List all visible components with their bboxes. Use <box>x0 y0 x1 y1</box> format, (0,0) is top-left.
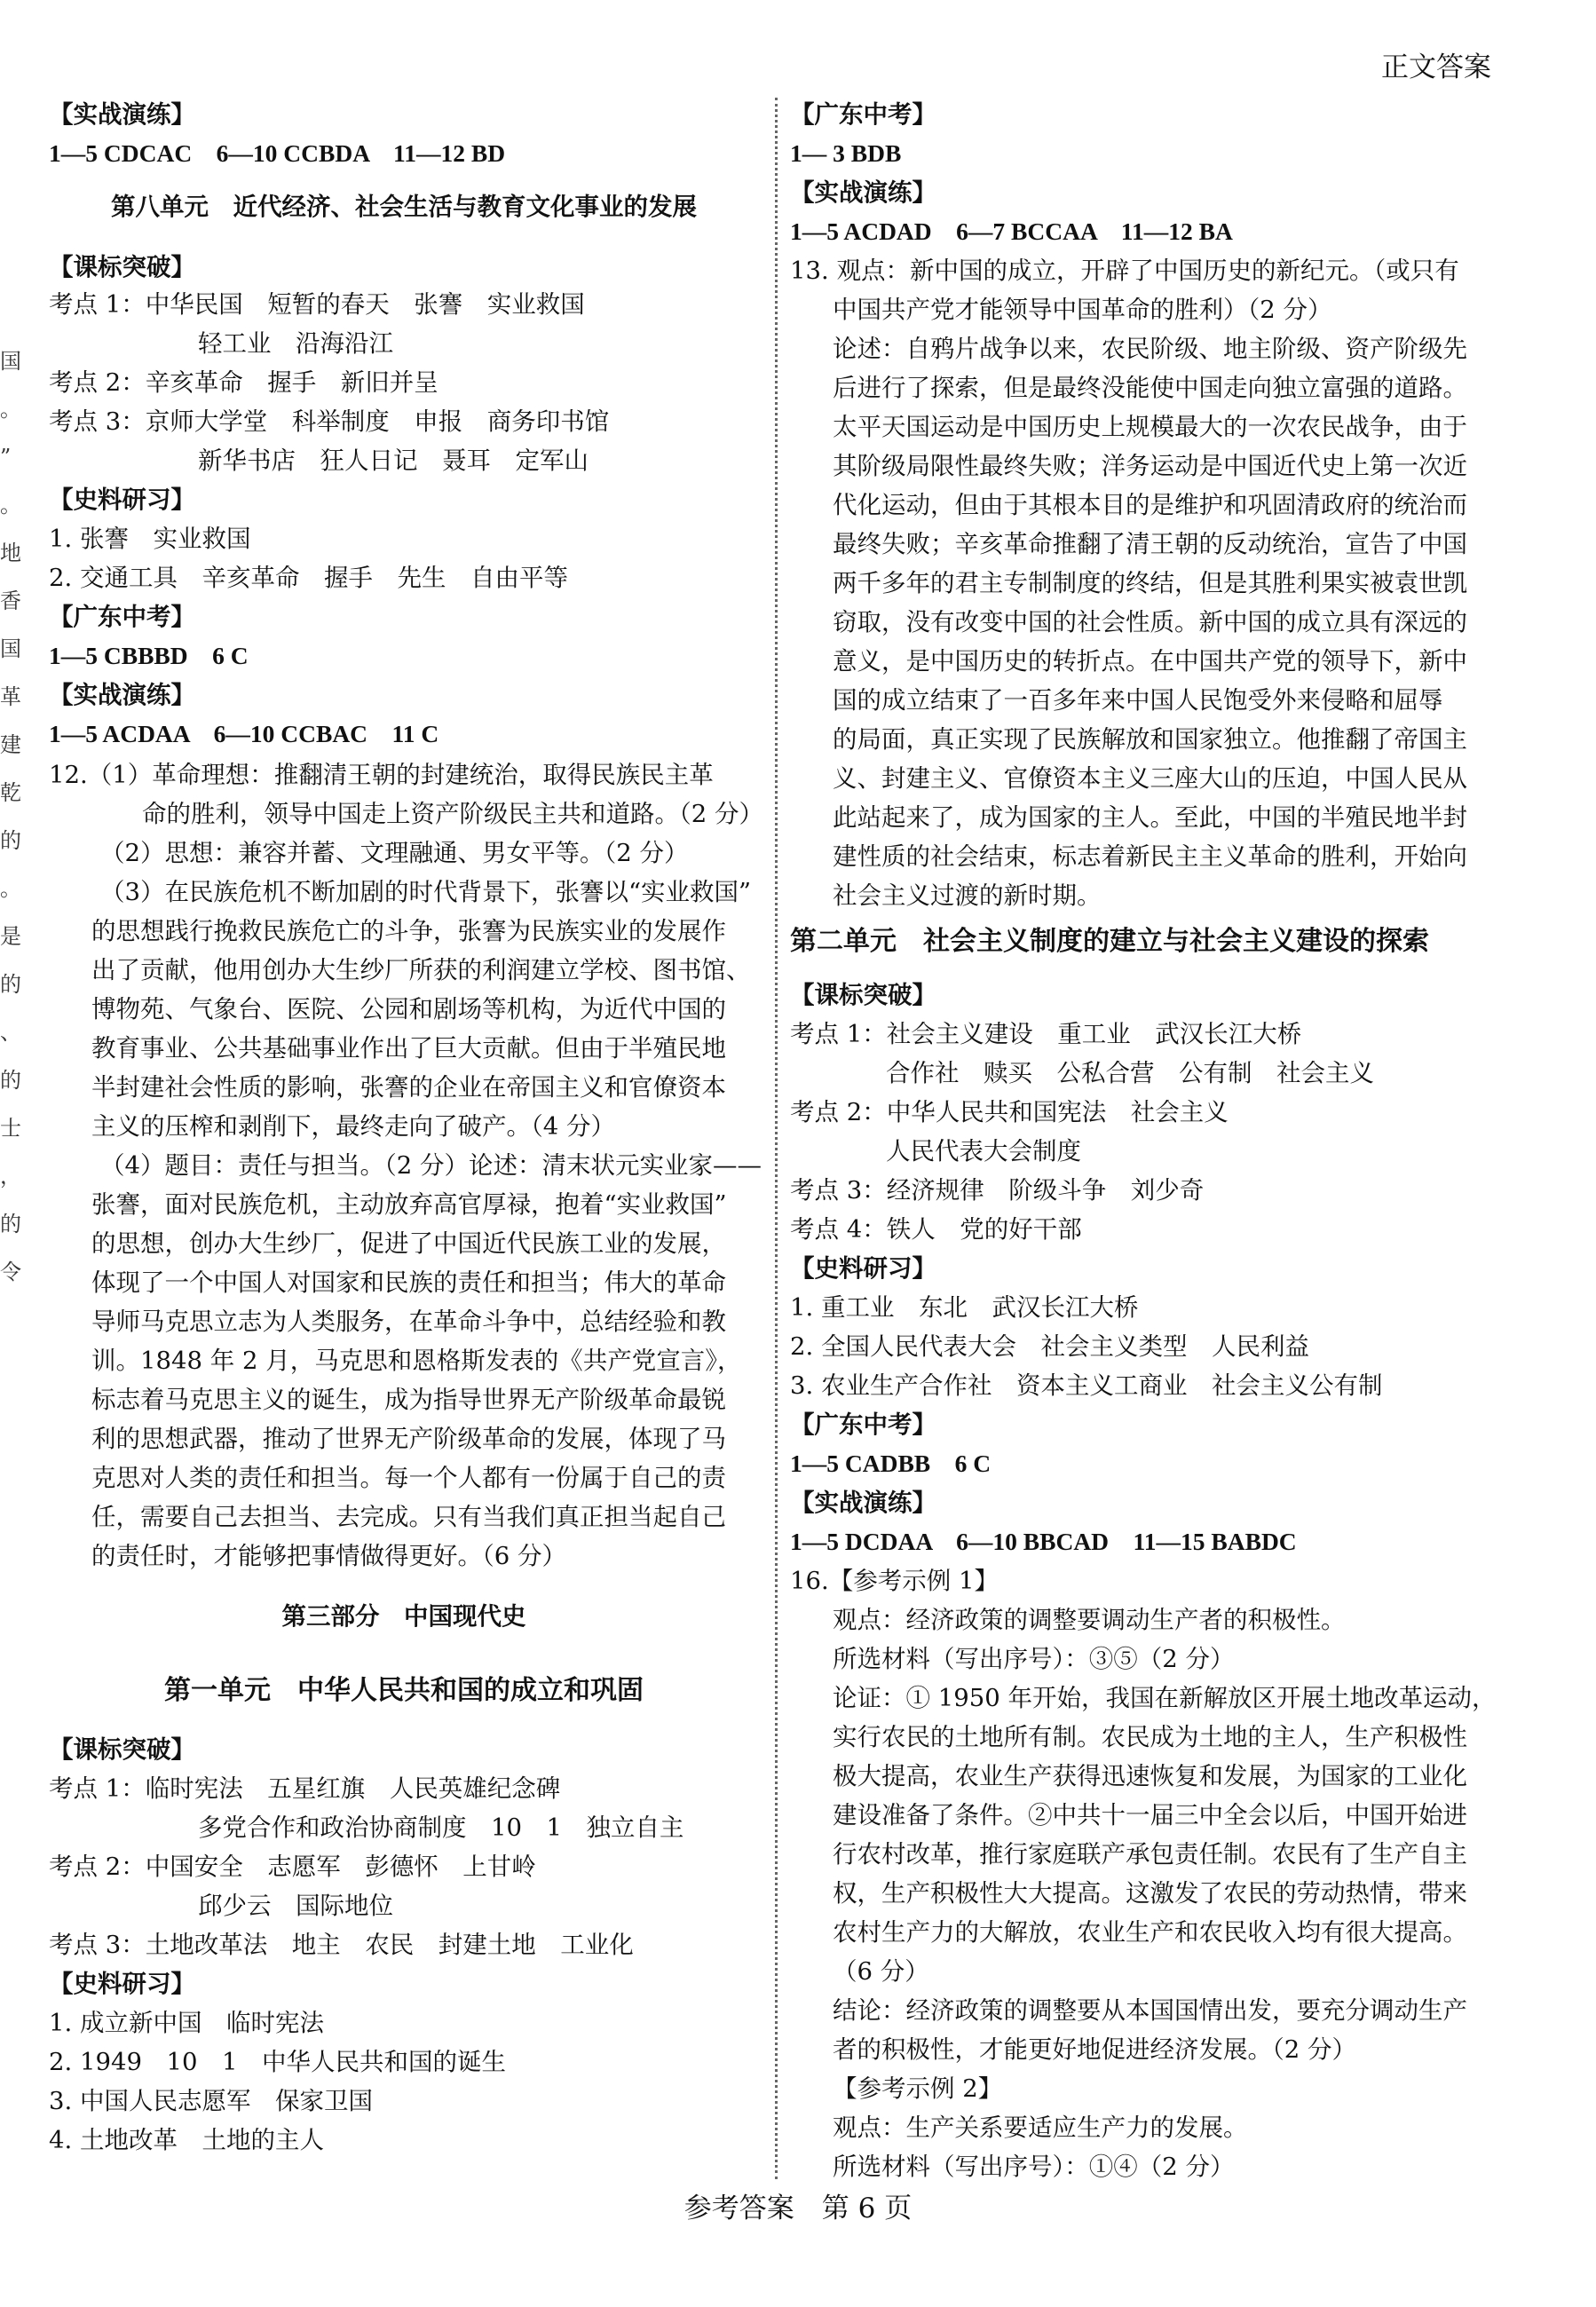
text-line: 考点 2：辛亥革命 握手 新旧并呈 <box>49 368 439 397</box>
text-line: 导师马克思立志为人类服务，在革命斗争中，总结经验和教 <box>91 1308 726 1336</box>
text-line: 考点 3：经济规律 阶级斗争 刘少奇 <box>790 1176 1205 1205</box>
text-line: 考点 1：社会主义建设 重工业 武汉长江大桥 <box>790 1020 1302 1048</box>
section-tag: 【广东中考】 <box>790 1410 936 1439</box>
text-line: 考点 3：土地改革法 地主 农民 封建土地 工业化 <box>49 1931 634 1959</box>
section-tag: 【课标突破】 <box>790 981 936 1009</box>
text-line: 标志着马克思主义的诞生，成为指导世界无产阶级革命最锐 <box>91 1386 726 1414</box>
text-line: 12.（1）革命理想：推翻清王朝的封建统治，取得民族民主革 <box>49 761 714 789</box>
text-line: 后进行了探索，但是最终没能使中国走向独立富强的道路。 <box>833 374 1467 402</box>
text-line: （4）题目：责任与担当。（2 分）论述：清末状元实业家—— <box>100 1151 762 1180</box>
text-line: （3）在民族危机不断加剧的时代背景下，张謇以“实业救国” <box>100 878 752 906</box>
text-line: 代化运动，但由于其根本目的是维护和巩固清政府的统治而 <box>833 491 1467 519</box>
answer-line: 1—5 CBBBD 6 C <box>49 642 249 669</box>
text-line: 博物苑、气象台、医院、公园和剧场等机构，为近代中国的 <box>91 995 726 1023</box>
unit-title: 第一单元 中华人民共和国的成立和巩固 <box>164 1675 644 1706</box>
text-line: 命的胜利，领导中国走上资产阶级民主共和道路。（2 分） <box>142 800 763 828</box>
text-line: 3. 中国人民志愿军 保家卫国 <box>49 2087 373 2115</box>
text-line: 建设准备了条件。②中共十一届三中全会以后，中国开始进 <box>833 1801 1467 1829</box>
text-line: 合作社 赎买 公私合营 公有制 社会主义 <box>886 1059 1374 1087</box>
unit-title: 第八单元 近代经济、社会生活与教育文化事业的发展 <box>111 193 697 221</box>
text-line: 实行农民的土地所有制。农民成为土地的主人，生产积极性 <box>833 1723 1467 1751</box>
page-footer: 参考答案 第 6 页 <box>683 2192 913 2224</box>
text-line: 的局面，真正实现了民族解放和国家独立。他推翻了帝国主 <box>833 725 1467 754</box>
answer-line: 1—5 CADBB 6 C <box>790 1450 992 1477</box>
text-line: 的思想，创办大生纱厂，促进了中国近代民族工业的发展， <box>91 1229 726 1258</box>
part-title: 第三部分 中国现代史 <box>281 1602 526 1631</box>
answer-line: 1—5 ACDAD 6—7 BCCAA 11—12 BA <box>790 217 1233 245</box>
text-line: 2. 1949 10 1 中华人民共和国的诞生 <box>49 2048 506 2076</box>
text-line: 新华书店 狂人日记 聂耳 定军山 <box>198 446 589 475</box>
text-line: 利的思想武器，推动了世界无产阶级革命的发展，体现了马 <box>91 1425 726 1453</box>
text-line: 观点：生产关系要适应生产力的发展。 <box>833 2113 1248 2142</box>
text-line: 16.【参考示例 1】 <box>790 1567 999 1595</box>
answer-line: 1—5 ACDAA 6—10 CCBAC 11 C <box>49 720 439 747</box>
text-line: 国的成立结束了一百多年来中国人民饱受外来侵略和屈辱 <box>833 686 1443 715</box>
text-line: （6 分） <box>833 1957 929 1986</box>
answer-line: 1— 3 BDB <box>790 139 902 167</box>
answer-line: 1—5 DCDAA 6—10 BBCAD 11—15 BABDC <box>790 1528 1297 1555</box>
text-line: 农村生产力的大解放，农业生产和农民收入均有很大提高。 <box>833 1918 1467 1947</box>
answer-line: 1—5 CDCAC 6—10 CCBDA 11—12 BD <box>49 139 506 167</box>
text-line: 13. 观点：新中国的成立，开辟了中国历史的新纪元。（或只有 <box>790 257 1459 285</box>
section-tag: 【广东中考】 <box>790 100 936 129</box>
section-tag: 【实战演练】 <box>790 1489 936 1517</box>
text-line: 2. 全国人民代表大会 社会主义类型 人民利益 <box>790 1332 1309 1361</box>
text-line: 主义的压榨和剥削下，最终走向了破产。（4 分） <box>91 1112 615 1141</box>
text-line: 者的积极性，才能更好地促进经济发展。（2 分） <box>833 2035 1356 2064</box>
text-line: 人民代表大会制度 <box>886 1137 1081 1165</box>
text-line: 行农村改革，推行家庭联产承包责任制。农民有了生产自主 <box>833 1840 1467 1869</box>
text-line: 的思想践行挽救民族危亡的斗争，张謇为民族实业的发展作 <box>91 917 726 945</box>
section-tag: 【史料研习】 <box>49 486 195 514</box>
text-line: 教育事业、公共基础事业作出了巨大贡献。但由于半殖民地 <box>91 1034 726 1063</box>
text-line: 1. 张謇 实业救国 <box>49 525 251 553</box>
text-line: 轻工业 沿海沿江 <box>198 329 393 358</box>
text-line: 体现了一个中国人对国家和民族的责任和担当；伟大的革命 <box>91 1268 726 1297</box>
text-line: 3. 农业生产合作社 资本主义工商业 社会主义公有制 <box>790 1371 1383 1400</box>
text-line: 此站起来了，成为国家的主人。至此，中国的半殖民地半封 <box>833 803 1467 832</box>
text-line: 极大提高，农业生产获得迅速恢复和发展，为国家的工业化 <box>833 1762 1467 1790</box>
text-line: 训。1848 年 2 月，马克思和恩格斯发表的《共产党宣言》， <box>91 1347 742 1375</box>
text-line: 1. 重工业 东北 武汉长江大桥 <box>790 1293 1139 1322</box>
text-line: 建性质的社会结束，标志着新民主主义革命的胜利，开始向 <box>833 842 1467 871</box>
text-line: 考点 2：中华人民共和国宪法 社会主义 <box>790 1098 1229 1126</box>
column-divider <box>775 98 778 2179</box>
text-line: （2）思想：兼容并蓄、文理融通、男女平等。（2 分） <box>100 839 689 867</box>
text-line: 观点：经济政策的调整要调动生产者的积极性。 <box>833 1606 1346 1634</box>
section-tag: 【实战演练】 <box>790 178 936 207</box>
text-line: 意义，是中国历史的转折点。在中国共产党的领导下，新中 <box>833 647 1467 676</box>
section-tag: 【实战演练】 <box>49 100 195 129</box>
section-tag: 【课标突破】 <box>49 253 195 281</box>
text-line: 考点 4：铁人 党的好干部 <box>790 1215 1082 1244</box>
text-line: 考点 2：中国安全 志愿军 彭德怀 上甘岭 <box>49 1853 536 1881</box>
text-line: 张謇，面对民族危机，主动放弃高官厚禄，抱着“实业救国” <box>91 1190 727 1219</box>
text-line: 2. 交通工具 辛亥革命 握手 先生 自由平等 <box>49 564 568 592</box>
text-line: 任，需要自己去担当、去完成。只有当我们真正担当起自己 <box>91 1503 726 1531</box>
text-line: 论述：自鸦片战争以来，农民阶级、地主阶级、资产阶级先 <box>833 335 1467 363</box>
text-line: 最终失败；辛亥革命推翻了清王朝的反动统治，宣告了中国 <box>833 530 1467 558</box>
text-line: 考点 3：京师大学堂 科举制度 申报 商务印书馆 <box>49 407 610 436</box>
text-line: 1. 成立新中国 临时宪法 <box>49 2009 324 2037</box>
text-line: 中国共产党才能领导中国革命的胜利）（2 分） <box>833 296 1332 324</box>
text-line: 多党合作和政治协商制度 10 1 独立自主 <box>198 1813 684 1842</box>
section-tag: 【课标突破】 <box>49 1735 195 1764</box>
section-tag: 【史料研习】 <box>790 1254 936 1283</box>
text-line: 论证：① 1950 年开始，我国在新解放区开展土地改革运动， <box>833 1684 1497 1712</box>
text-line: 义、封建主义、官僚资本主义三座大山的压迫，中国人民从 <box>833 764 1467 793</box>
text-line: 邱少云 国际地位 <box>198 1892 393 1920</box>
text-line: 克思对人类的责任和担当。每一个人都有一份属于自己的责 <box>91 1464 726 1492</box>
page-header-title: 正文答案 <box>1381 51 1491 83</box>
text-line: 太平天国运动是中国历史上规模最大的一次农民战争，由于 <box>833 413 1467 441</box>
text-line: 两千多年的君主专制制度的终结，但是其胜利果实被袁世凯 <box>833 569 1467 597</box>
left-edge-bleed-text: 国 。 ” 。 地 香 国 革 建 乾 的 。 是 的 、 的 士 ， 的 令 <box>0 349 21 1284</box>
text-line: 所选材料（写出序号）：③⑤（2 分） <box>833 1645 1235 1673</box>
text-line: 考点 1：中华民国 短暂的春天 张謇 实业救国 <box>49 290 585 319</box>
text-line: 半封建社会性质的影响，张謇的企业在帝国主义和官僚资本 <box>91 1073 726 1102</box>
section-tag: 【史料研习】 <box>49 1970 195 1998</box>
section-tag: 【实战演练】 <box>49 681 195 709</box>
text-line: 其阶级局限性最终失败；洋务运动是中国近代史上第一次近 <box>833 452 1467 480</box>
text-line: 的责任时，才能够把事情做得更好。（6 分） <box>91 1542 566 1570</box>
text-line: 窃取，没有改变中国的社会性质。新中国的成立具有深远的 <box>833 608 1467 636</box>
text-line: 所选材料（写出序号）：①④（2 分） <box>833 2153 1235 2181</box>
text-line: 出了贡献，他用创办大生纱厂所获的利润建立学校、图书馆、 <box>91 956 751 984</box>
text-line: 考点 1：临时宪法 五星红旗 人民英雄纪念碑 <box>49 1774 561 1803</box>
text-line: 4. 土地改革 土地的主人 <box>49 2126 324 2154</box>
text-line: 结论：经济政策的调整要从本国国情出发，要充分调动生产 <box>833 1996 1467 2025</box>
section-tag: 【广东中考】 <box>49 603 195 631</box>
text-line: 社会主义过渡的新时期。 <box>833 881 1102 910</box>
unit-title: 第二单元 社会主义制度的建立与社会主义建设的探索 <box>790 926 1429 957</box>
text-line: 【参考示例 2】 <box>833 2074 1003 2103</box>
text-line: 权，生产积极性大大提高。这激发了农民的劳动热情，带来 <box>833 1879 1467 1908</box>
